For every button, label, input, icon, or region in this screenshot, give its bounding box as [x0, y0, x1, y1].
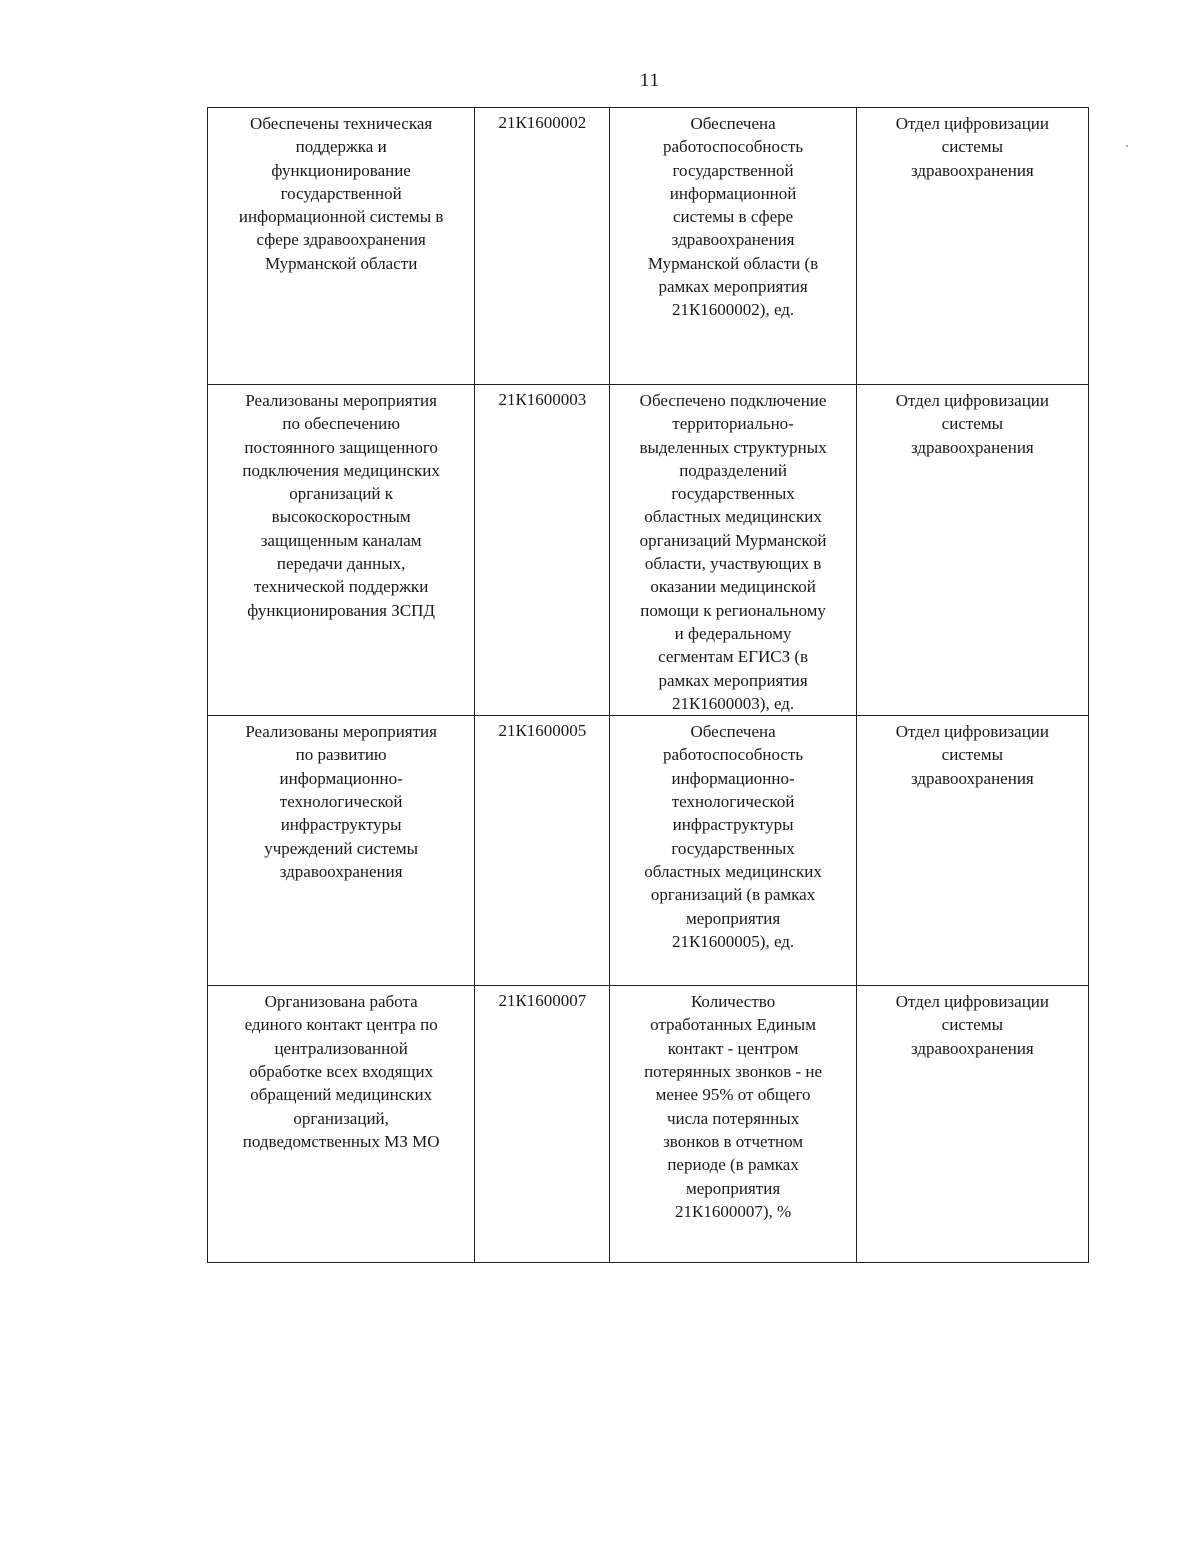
scan-speck [1126, 145, 1128, 147]
indicator-cell: Обеспечено подключение территориально- выделенных структурных подразделений государственных областных медицинских организаций Мурманской области, участвующих в оказании медицинской помощи к региональному и федеральному сегментам ЕГИСЗ (в рамках мероприятия 21К1600003), ед. [610, 385, 856, 716]
code-cell: 21К1600002 [475, 108, 610, 385]
department-cell: Отдел цифровизации системы здравоохранения [856, 986, 1088, 1263]
department-cell: Отдел цифровизации системы здравоохранения [856, 108, 1088, 385]
code-cell: 21К1600003 [475, 385, 610, 716]
result-cell: Организована работа единого контакт центра по централизованной обработке всех входящих обращений медицинских организаций, подведомственных МЗ МО [208, 986, 475, 1263]
department-cell: Отдел цифровизации системы здравоохранения [856, 716, 1088, 986]
table-row [208, 385, 1089, 716]
department-cell: Отдел цифровизации системы здравоохранения [856, 385, 1088, 716]
table-row [208, 716, 1089, 986]
table-row [208, 986, 1089, 1263]
indicator-cell: Обеспечена работоспособность информационно- технологической инфраструктуры государственных областных медицинских организаций (в рамках мероприятия 21К1600005), ед. [610, 716, 856, 986]
code-cell: 21К1600007 [475, 986, 610, 1263]
result-cell: Реализованы мероприятия по развитию информационно- технологической инфраструктуры учреждений системы здравоохранения [208, 716, 475, 986]
activities-table [207, 107, 1089, 1263]
table-row [208, 108, 1089, 385]
page-number: 11 [639, 70, 661, 91]
indicator-cell: Количество отработанных Единым контакт - центром потерянных звонков - не менее 95% от общего числа потерянных звонков в отчетном периоде (в рамках мероприятия 21К1600007), % [610, 986, 856, 1263]
indicator-cell: Обеспечена работоспособность государственной информационной системы в сфере здравоохранения Мурманской области (в рамках мероприятия 21К1600002), ед. [610, 108, 856, 385]
result-cell: Реализованы мероприятия по обеспечению постоянного защищенного подключения медицинских организаций к высокоскоростным защищенным каналам передачи данных, технической поддержки функционирования ЗСПД [208, 385, 475, 716]
result-cell: Обеспечены техническая поддержка и функционирование государственной информационной системы в сфере здравоохранения Мурманской области [208, 108, 475, 385]
code-cell: 21К1600005 [475, 716, 610, 986]
